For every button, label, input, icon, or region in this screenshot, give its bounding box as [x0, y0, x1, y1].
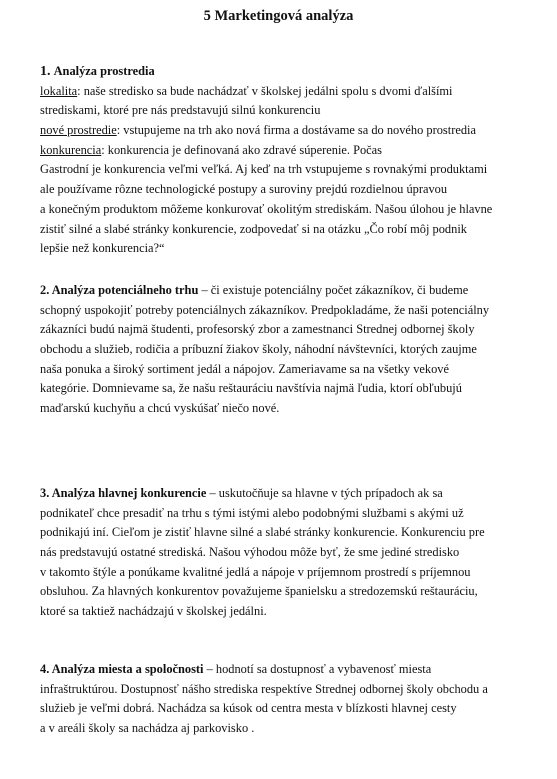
- paragraph-line: ale používame rôzne technologické postupy a suroviny prejdú rozdielnou úpravou: [40, 182, 448, 197]
- paragraph-line: strediskami, ktoré pre nás predstavujú silnú konkurenciu: [40, 103, 321, 118]
- paragraph-line: nás predstavujú ostatné strediská. Našou výhodou môže byť, že sme jediné stredisko: [40, 545, 460, 560]
- paragraph-line: lepšie než konkurencia?“: [40, 241, 165, 256]
- paragraph-line: schopný uspokojiť potreby potenciálnych zákazníkov. Predpokladáme, že naši potenciálny: [40, 302, 490, 317]
- paragraph-line: konkurencia: konkurencia je definovaná ako zdravé súperenie. Počas: [40, 142, 382, 157]
- paragraph-line: 4. Analýza miesta a spoločnosti – hodnotí sa dostupnosť a vybavenosť miesta: [40, 662, 432, 676]
- paragraph-line: ktoré sa taktiež nachádzajú v školskej jedálni.: [40, 604, 267, 619]
- section-analyza-prostredia: [40, 62, 512, 259]
- paragraph-line: 3. Analýza hlavnej konkurencie – uskutočňuje sa hlavne v tých prípadoch ak sa: [40, 486, 443, 500]
- paragraph-line: zistiť silné a slabé stránky konkurencie, zodpovedať si na otázku „Čo robí môj podnik: [40, 221, 467, 236]
- paragraph-line: nové prostredie: vstupujeme na trh ako nová firma a dostávame sa do nového prostredia: [40, 123, 476, 138]
- section-heading: 1. Analýza prostredia: [40, 64, 155, 79]
- paragraph-line: a v areáli školy sa nachádza aj parkovisko .: [40, 721, 255, 736]
- section-analyza-potencialneho-trhu: [40, 281, 512, 419]
- paragraph-line: služieb je veľmi dobrá. Nachádza sa kúsok od centra mesta v blízkosti hlavnej cesty: [40, 701, 457, 716]
- paragraph-line: Gastrodní je konkurencia veľmi veľká. Aj keď na trh vstupujeme s rovnakými produktami: [40, 162, 488, 177]
- section-analyza-hlavnej-konkurencie: [40, 484, 512, 622]
- paragraph-line: naša ponuka a široký sortiment jedál a nápojov. Zameriavame sa na všetky vekové: [40, 361, 449, 376]
- paragraph-line: podnikajú iní. Cieľom je zistiť hlavne silné a slabé stránky konkurencie. Konkurenciu pre: [40, 525, 485, 540]
- paragraph-line: lokalita: naše stredisko sa bude nachádzať v školskej jedálni spolu s dvomi ďalšími: [40, 83, 453, 98]
- paragraph-line: v takomto štýle a ponúkame kvalitné jedlá a nápoje v príjemnom prostredí s príjemnou: [40, 564, 471, 579]
- paragraph-line: maďarskú kuchyňu a chcú vyskúšať niečo nové.: [40, 401, 280, 416]
- paragraph-line: obsluhou. Za hlavných konkurentov považujeme španielsku a stredozemskú reštauráciu,: [40, 584, 478, 599]
- paragraph-line: obchodu a služieb, rodičia a príbuzní žiakov školy, náhodní návštevníci, ktorých zaujme: [40, 342, 477, 357]
- section-analyza-miesta-a-spolocnosti: [40, 660, 512, 739]
- page-title: 5 Marketingová analýza: [203, 8, 354, 24]
- paragraph-line: zákazníci budú najmä študenti, profesorský zbor a zamestnanci Strednej odbornej školy: [40, 322, 475, 337]
- paragraph-line: a konečným produktom môžeme konkurovať okolitým strediskám. Našou úlohou je hlavne: [40, 201, 493, 216]
- paragraph-line: 2. Analýza potenciálneho trhu – či existuje potenciálny počet zákazníkov, či budeme: [40, 283, 469, 297]
- paragraph-line: kategórie. Domnievame sa, že našu reštauráciu navštívia najmä ľudia, ktorí obľubujú: [40, 381, 462, 396]
- paragraph-line: infraštruktúrou. Dostupnosť nášho strediska respektíve Strednej odbornej školy obchodu a: [40, 681, 488, 696]
- paragraph-line: podnikateľ chce presadiť na trhu s tými istými alebo podobnými službami s akými už: [40, 505, 464, 520]
